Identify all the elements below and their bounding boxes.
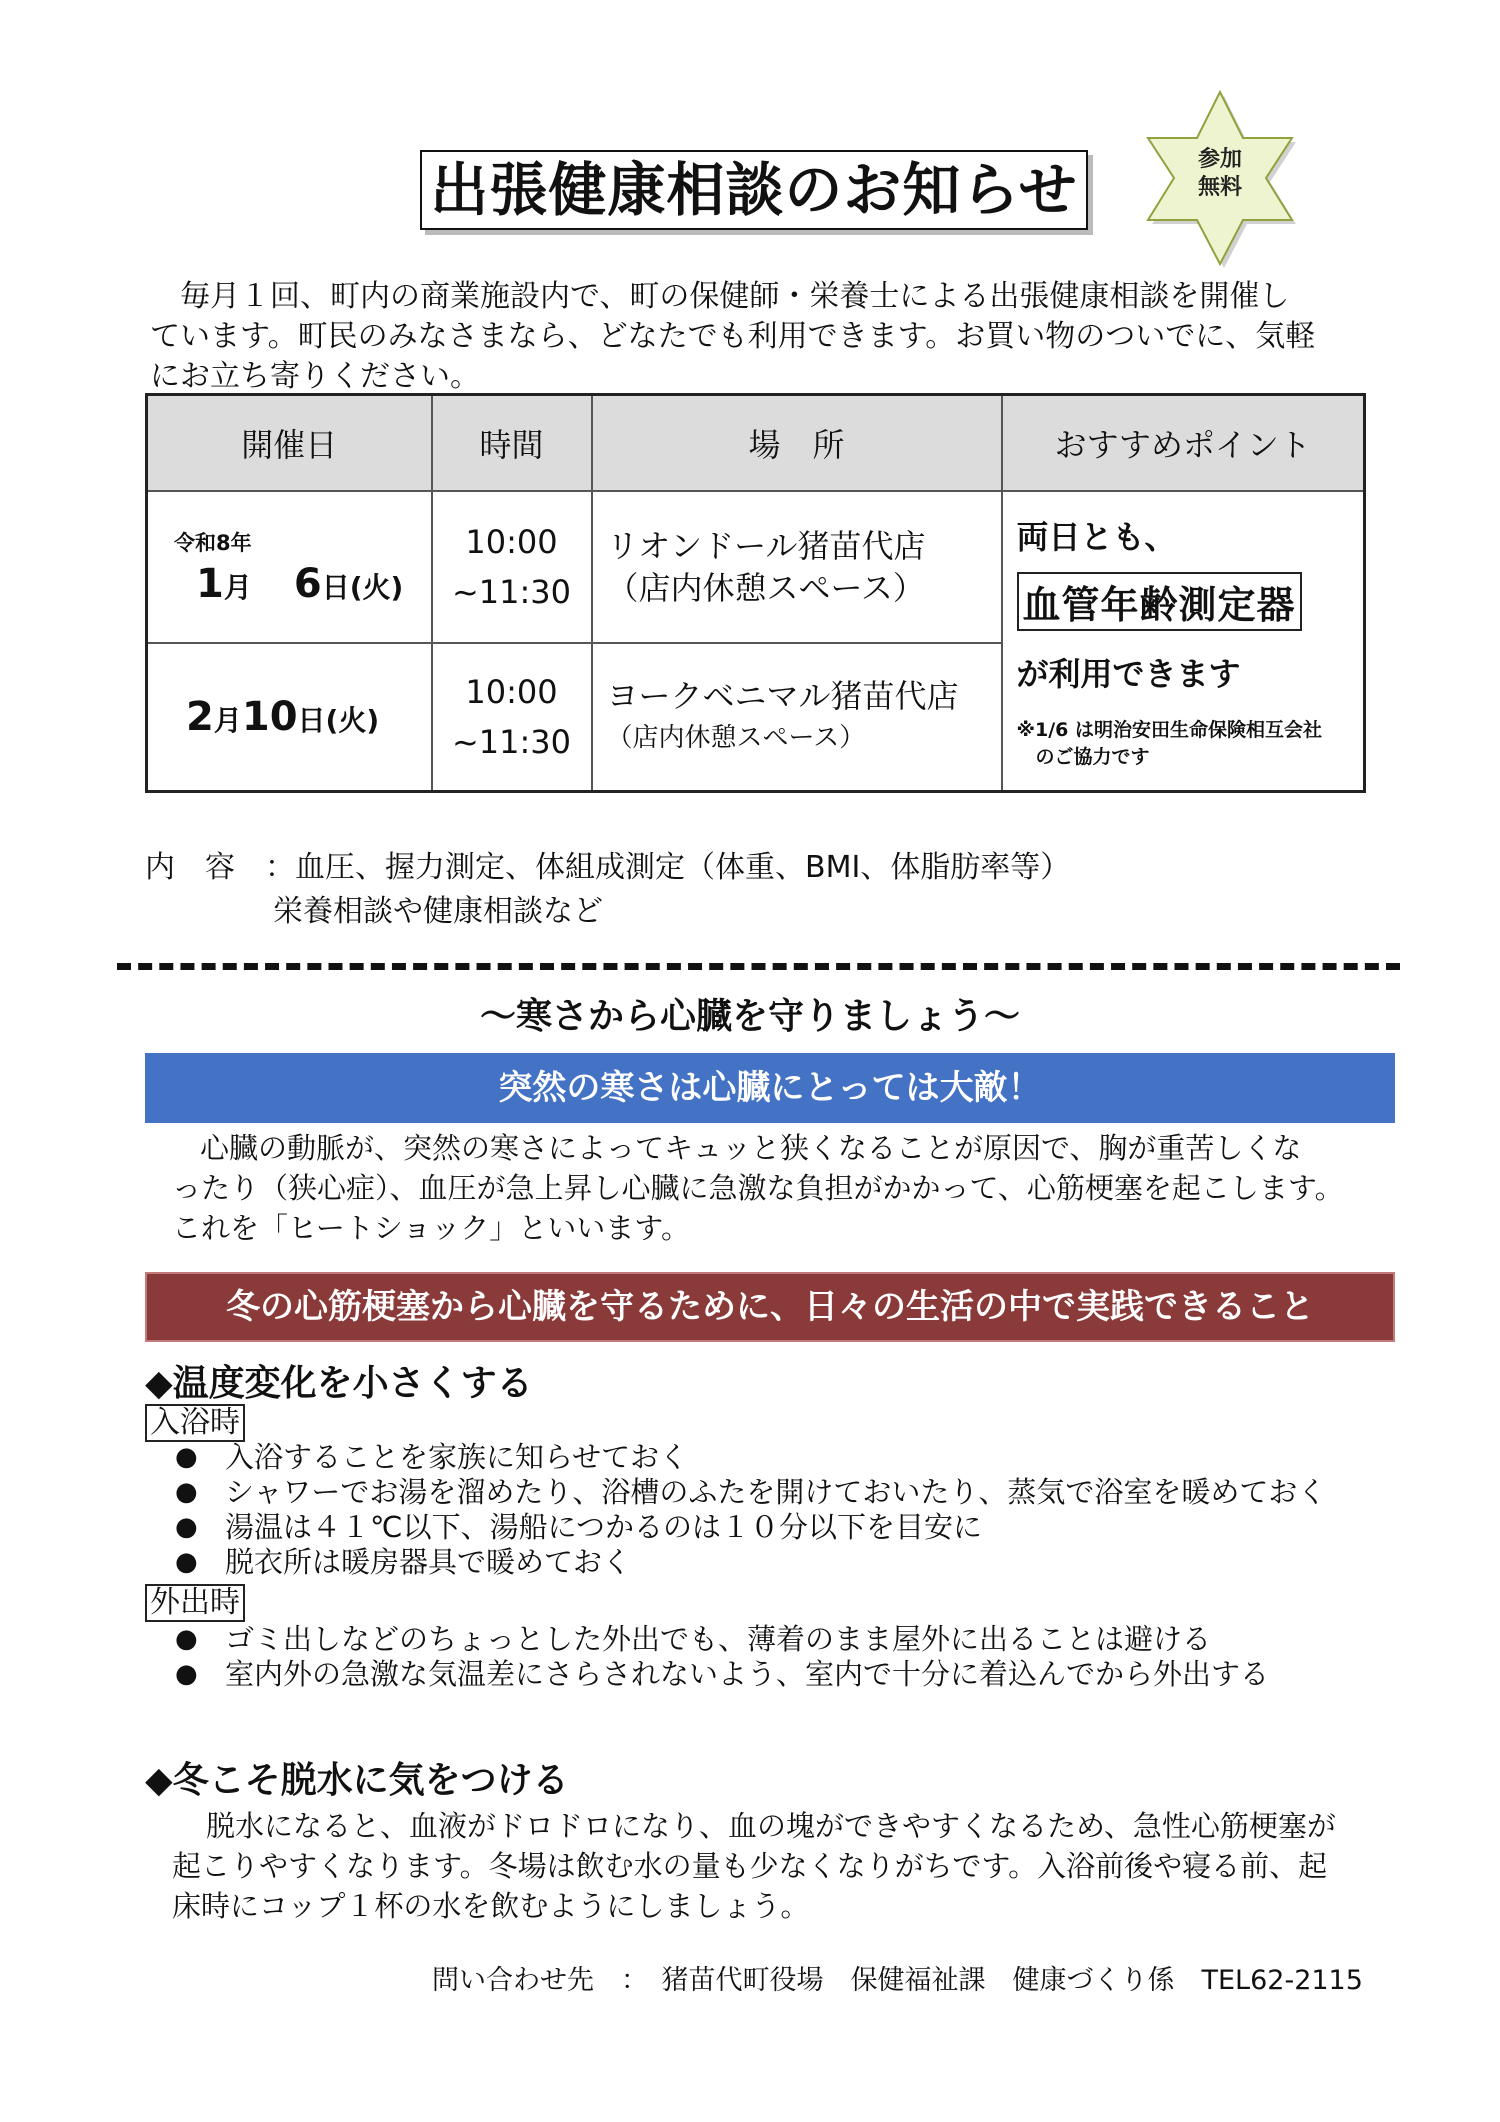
para-line: ったり（狭心症）、血圧が急上昇し心臓に急激な負担がかかって、心筋梗塞を起こします。	[172, 1171, 1344, 1205]
time-start: 10:00	[465, 673, 558, 712]
point-line3: が利用できます	[1016, 655, 1241, 694]
content-section	[145, 846, 1070, 934]
intro-line: ています。町民のみなさまなら、どなたでも利用できます。お買い物のついでに、気軽	[150, 319, 1316, 354]
badge-line1: 参加	[1197, 147, 1242, 172]
content-line1: 血圧、握力測定、体組成測定（体重、BMI、体脂肪率等）	[295, 850, 1071, 885]
place-name: ヨークベニマル猪苗代店	[606, 677, 959, 716]
header-place: 場 所	[592, 395, 1002, 492]
free-badge	[1140, 146, 1300, 202]
page-title: 出張健康相談のお知らせ	[420, 150, 1088, 230]
day-value: 10	[241, 694, 298, 741]
point-note	[1017, 717, 1364, 771]
day-unit: 日(火)	[297, 704, 380, 738]
intro-line: 毎月１回、町内の商業施設内で、町の保健師・栄養士による出張健康相談を開催し	[150, 279, 1290, 314]
badge-line2: 無料	[1197, 175, 1242, 200]
dehydration-paragraph	[172, 1806, 1336, 1926]
intro-line: にお立ち寄りください。	[150, 359, 480, 394]
bath-list	[175, 1440, 1326, 1580]
point-cell	[1002, 491, 1365, 791]
schedule-table	[145, 393, 1366, 793]
list-item: ● 室内外の急激な気温差にさらされないよう、室内で十分に着込んでから外出する	[175, 1657, 1269, 1692]
time-cell	[432, 643, 592, 791]
dashed-divider	[117, 963, 1400, 970]
table-header-row	[147, 395, 1365, 492]
intro-text	[150, 277, 1370, 397]
era-label: 令和8年	[174, 531, 252, 556]
red-banner: 冬の心筋梗塞から心臓を守るために、日々の生活の中で実践できること	[145, 1272, 1395, 1342]
place-name: リオンドール猪苗代店	[606, 527, 926, 566]
date-cell	[147, 643, 432, 791]
list-item: ● シャワーでお湯を溜めたり、浴槽のふたを開けておいたり、蒸気で浴室を暖めておく	[175, 1475, 1326, 1510]
date-cell	[147, 491, 432, 643]
para-line: 床時にコップ１杯の水を飲むようにしましょう。	[172, 1889, 810, 1923]
list-item: ● ゴミ出しなどのちょっとした外出でも、薄着のまま屋外に出ることは避ける	[175, 1622, 1269, 1657]
heatshock-paragraph	[172, 1128, 1344, 1248]
contact-footer: 問い合わせ先 ： 猪苗代町役場 保健福祉課 健康づくり係 TEL62-2115	[432, 1965, 1363, 1996]
place-cell	[592, 643, 1002, 791]
time-start: 10:00	[465, 523, 558, 562]
temp-heading: ◆温度変化を小さくする	[145, 1363, 533, 1404]
para-line: これを「ヒートショック」といいます。	[172, 1211, 690, 1245]
content-label: 内 容 ：	[145, 850, 295, 885]
out-list	[175, 1622, 1269, 1692]
list-item: ● 入浴することを家族に知らせておく	[175, 1440, 1326, 1475]
content-line2: 栄養相談や健康相談など	[273, 894, 603, 929]
place-sub: （店内休憩スペース）	[606, 723, 866, 754]
list-item: ● 湯温は４１℃以下、湯船につかるのは１０分以下を目安に	[175, 1510, 1326, 1545]
day-value: 6	[293, 561, 322, 608]
para-line: 脱水になると、血液がドロドロになり、血の塊ができやすくなるため、急性心筋梗塞が	[206, 1809, 1336, 1843]
time-cell	[432, 491, 592, 643]
dehydration-heading: ◆冬こそ脱水に気をつける	[145, 1760, 569, 1801]
section-subtitle: ～寒さから心臓を守りましょう～	[479, 996, 1020, 1037]
header-date: 開催日	[147, 395, 432, 492]
para-line: 心臓の動脈が、突然の寒さによってキュッと狭くなることが原因で、胸が重苦しくな	[200, 1131, 1302, 1165]
day-unit: 日(火)	[321, 571, 404, 605]
header-time: 時間	[432, 395, 592, 492]
table-row	[147, 491, 1365, 643]
month-value: 1	[196, 561, 224, 608]
time-end: ~11:30	[451, 723, 572, 762]
point-highlight: 血管年齢測定器	[1017, 572, 1302, 631]
bath-label: 入浴時	[145, 1404, 245, 1442]
month-unit: 月	[213, 704, 242, 738]
blue-banner: 突然の寒さは心臓にとっては大敵！	[145, 1053, 1395, 1123]
para-line: 起こりやすくなります。冬場は飲む水の量も少なくなりがちです。入浴前後や寝る前、起	[172, 1849, 1328, 1883]
header-point: おすすめポイント	[1002, 395, 1365, 492]
out-label: 外出時	[145, 1584, 245, 1622]
month-unit: 月	[223, 571, 280, 605]
month-value: 2	[186, 694, 214, 741]
point-note-line1: ※1/6 は明治安田生命保険相互会社	[1016, 719, 1322, 742]
list-item: ● 脱衣所は暖房器具で暖めておく	[175, 1545, 1326, 1580]
point-note-line2: のご協力です	[1016, 746, 1150, 769]
place-sub: （店内休憩スペース）	[606, 569, 925, 608]
point-line1: 両日とも、	[1016, 518, 1177, 557]
place-cell	[592, 491, 1002, 643]
time-end: ~11:30	[451, 573, 572, 612]
